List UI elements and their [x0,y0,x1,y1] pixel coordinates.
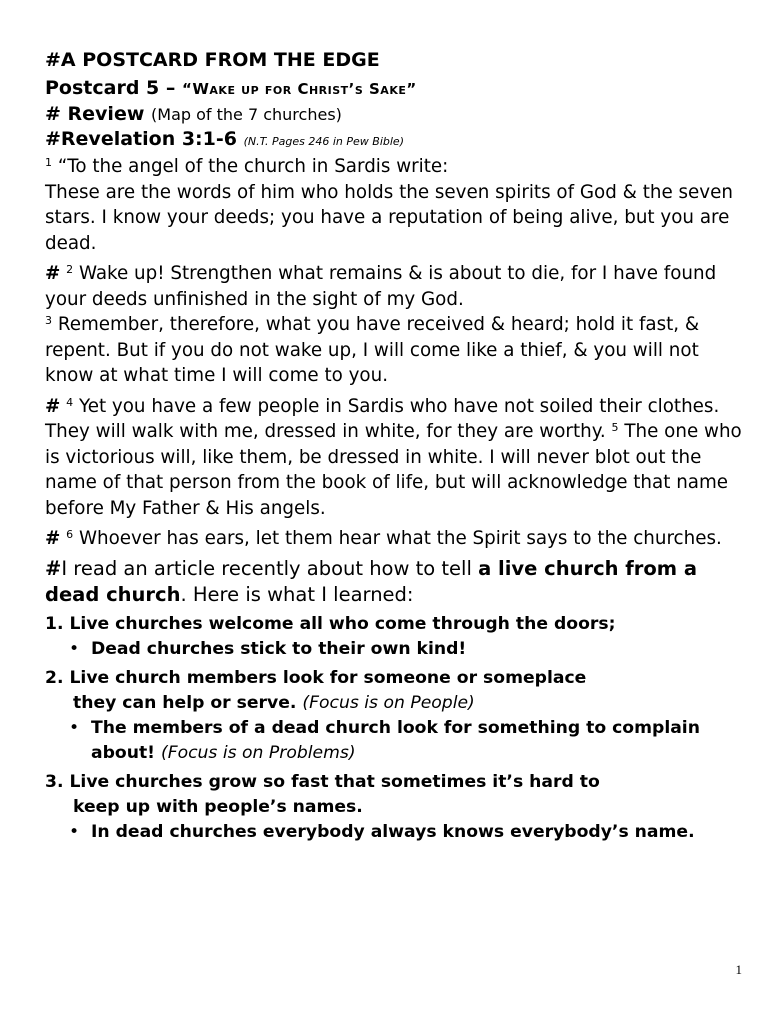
verse-text: The one who is victorious will, like them, be dressed in white. I will never blot out the name of that person from the book of life, but will acknowledge that name before My Father & His angels. [45,421,742,519]
postcard-prefix: Postcard 5 – [45,77,182,99]
document-page [45,48,750,845]
verse-number: 1 [45,156,52,169]
bullet-icon: • [69,821,80,842]
verse-number: 3 [45,314,52,327]
intro-text-end: . Here is what I learned: [180,582,414,606]
revelation-label: #Revelation 3:1-6 [45,128,237,150]
intro-emphasis: a live church from a dead church [45,556,698,606]
list-item-text: In dead churches everybody always knows everybody’s name. [91,821,695,842]
verse-text: Wake up! Strengthen what remains & is about to die, for I have found your deeds unfinished in the sight of my God. [45,263,717,310]
verse-4 [45,394,750,522]
point-2 [45,666,750,716]
bullet-icon: • [69,638,80,659]
hash-marker: # [45,263,61,284]
point-2-line-1: 2. Live church members look for someone or someplace [45,667,587,688]
point-3-line-2: keep up with people’s names. [73,796,363,817]
bullet-icon: • [69,717,80,738]
point-3-line-1: 3. Live churches grow so fast that sometimes it’s hard to [45,771,600,792]
point-1: 1. Live churches welcome all who come through the doors; [45,613,616,634]
point-2-text: they can help or serve. [73,692,297,713]
hash-marker: # [45,528,61,549]
verse-number: 6 [66,528,74,541]
verse-6 [45,526,750,552]
review-label: # Review [45,103,145,125]
verse-1 [45,154,750,180]
review-note: (Map of the 7 churches) [151,105,342,124]
hash-marker: # [45,395,61,417]
verse-number: 4 [66,395,74,409]
verse-text: “To the angel of the church in Sardis write: [57,156,449,177]
verse-1-continued: These are the words of him who holds the seven spirits of God & the seven stars. I know your deeds; you have a reputation of being alive, but you are dead. [45,181,733,254]
revelation-heading [45,127,750,154]
list-item-note: (Focus is on Problems) [160,742,356,763]
point-2-subitems [45,716,750,766]
scripture-passage [45,154,750,552]
list-item [67,820,750,845]
verse-3 [45,312,750,389]
page-number: 1 [735,962,742,977]
point-2-line-2 [45,691,750,716]
list-item [67,716,750,766]
intro-text: I read an article recently about how to tell [61,556,479,580]
point-2-note: (Focus is on People) [302,692,475,713]
verse-2 [45,261,750,312]
postcard-heading [45,76,750,102]
list-item-text: The members of a dead church look for something to complain about! [91,717,700,763]
intro-paragraph [45,556,750,608]
point-3-subitems [45,820,750,845]
verse-number: 2 [66,263,74,276]
page-title: #A POSTCARD FROM THE EDGE [45,49,380,71]
verse-number: 5 [611,421,619,434]
verse-text: Yet you have a few people in Sardis who have not soiled their clothes. They will walk with me, dressed in white, for they are worthy. [45,395,720,442]
postcard-subtitle: “Wake up for Christ’s Sake” [182,80,417,98]
hash-marker: # [45,556,62,580]
point-3 [45,770,750,820]
revelation-note: (N.T. Pages 246 in Pew Bible) [243,135,404,148]
verse-text: Whoever has ears, let them hear what the Spirit says to the churches. [78,528,722,549]
review-heading [45,102,750,127]
verse-text: Remember, therefore, what you have received & heard; hold it fast, & repent. But if you do not wake up, I will come like a thief, & you will not know at what time I will come to you. [45,314,700,386]
point-1-subitems [45,637,750,662]
list-item [67,637,750,662]
list-item-text: Dead churches stick to their own kind! [91,638,467,659]
